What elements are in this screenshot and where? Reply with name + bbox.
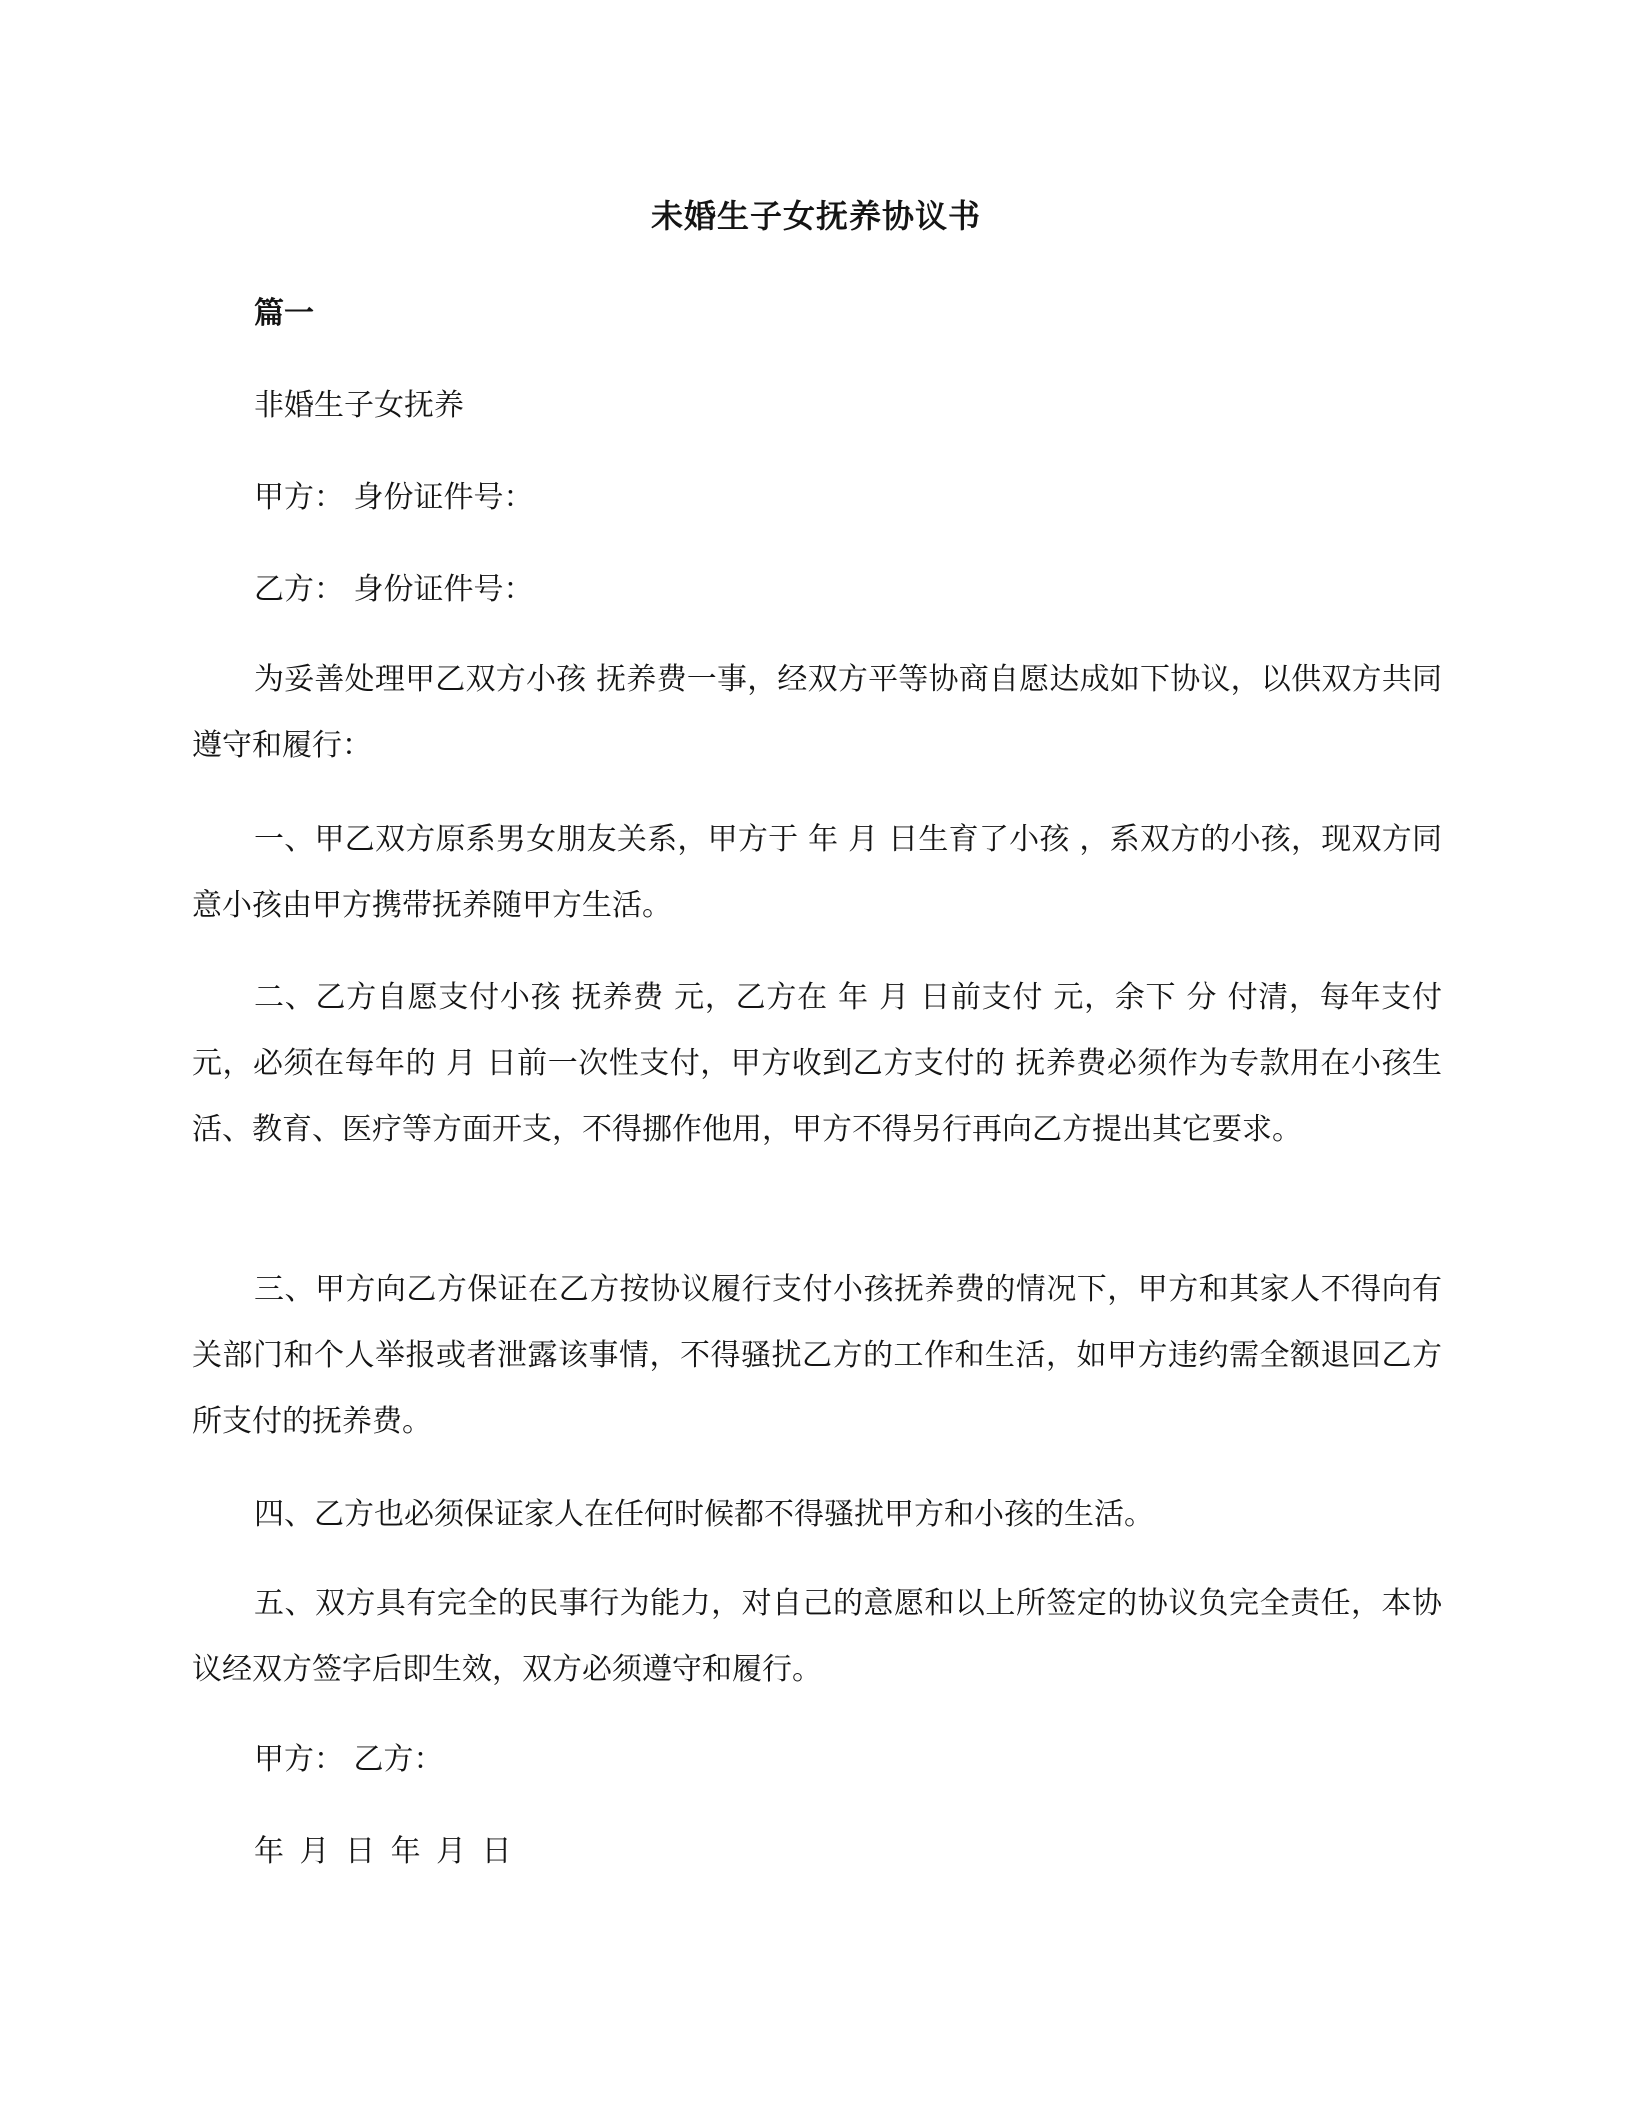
clause-3-paragraph: 三、甲方向乙方保证在乙方按协议履行支付小孩抚养费的情况下，甲方和其家人不得向有关部门和个人举报或者泄露该事情，不得骚扰乙方的工作和生活，如甲方违约需全额退回乙方所支付的抚养费。	[192, 1272, 1442, 1439]
signature-line: 甲方： 乙方：	[254, 1742, 444, 1777]
clause-1-paragraph: 一、甲乙双方原系男女朋友关系，甲方于 年 月 日生育了小孩 ，系双方的小孩，现双方同意小孩由甲方携带抚养随甲方生活。	[192, 822, 1442, 923]
party-a-line: 甲方： 身份证件号：	[254, 480, 534, 515]
party-b-line: 乙方： 身份证件号：	[254, 572, 534, 607]
clause-2-paragraph: 二、乙方自愿支付小孩 抚养费 元，乙方在 年 月 日前支付 元，余下 分 付清，每年支付 元，必须在每年的 月 日前一次性支付，甲方收到乙方支付的 抚养费必须作为专款用在小孩生活、教育、医疗等方面开支，不得挪作他用，甲方不得另行再向乙方提出其它要求。	[192, 980, 1442, 1147]
document-title: 未婚生子女抚养协议书	[650, 197, 981, 235]
date-line: 年 月 日 年 月 日	[254, 1834, 512, 1869]
intro-paragraph: 为妥善处理甲乙双方小孩 抚养费一事，经双方平等协商自愿达成如下协议，以供双方共同遵守和履行：	[192, 662, 1442, 763]
document-subtitle: 非婚生子女抚养	[254, 388, 464, 423]
clause-4-paragraph: 四、乙方也必须保证家人在任何时候都不得骚扰甲方和小孩的生活。	[254, 1497, 1154, 1532]
section-label: 篇一	[254, 296, 314, 331]
clause-5-paragraph: 五、双方具有完全的民事行为能力，对自己的意愿和以上所签定的协议负完全责任，本协议经双方签字后即生效，双方必须遵守和履行。	[192, 1586, 1442, 1687]
